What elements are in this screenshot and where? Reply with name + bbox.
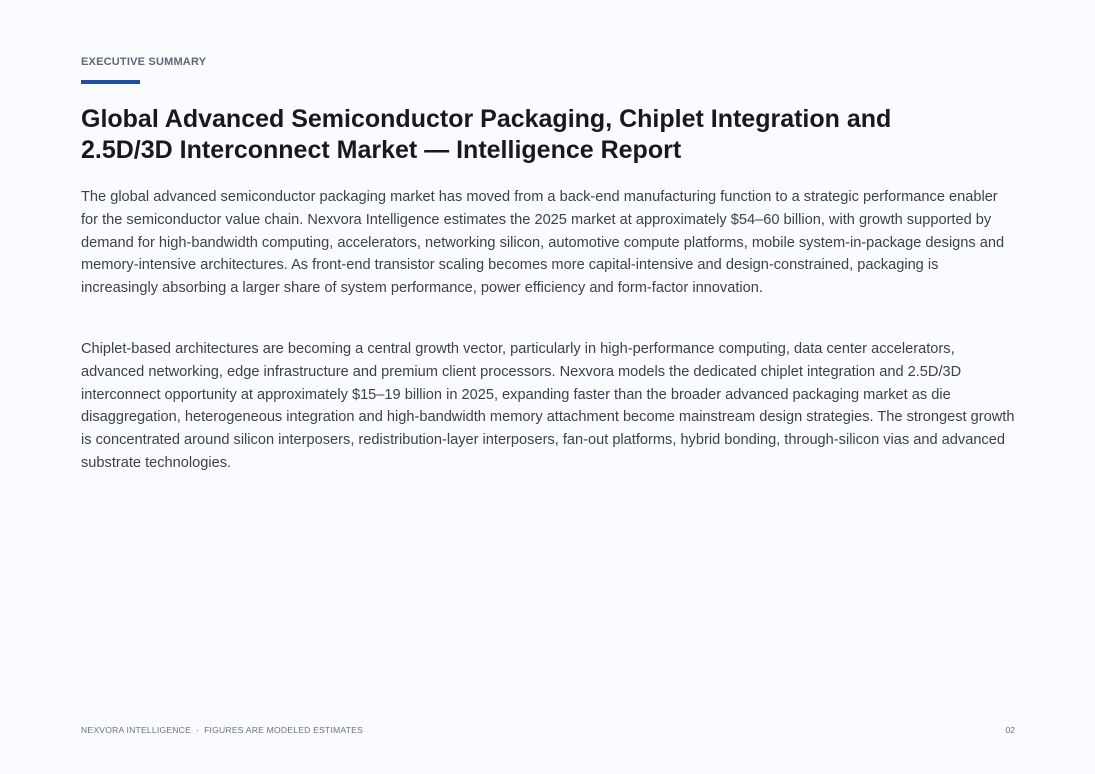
title-line-2: 2.5D/3D Interconnect Market — Intelligence Report: [81, 136, 682, 164]
footer-separator: ·: [196, 725, 200, 735]
footer-brand: NEXVORA INTELLIGENCE: [81, 725, 192, 735]
summary-paragraph-1: The global advanced semiconductor packaging market has moved from a back-end manufacturing function to a strategic performance enabler for the semiconductor value chain. Nexvora Intelligence estimates the 2025 market at approximately $54–60 billion, with growth supported by demand for high-bandwidth computing, accelerators, networking silicon, automotive compute platforms, mobile system-in-package designs and memory-intensive architectures. As front-end transistor scaling becomes more capital-intensive and design-constrained, packaging is increasingly absorbing a larger share of system performance, power efficiency and form-factor innovation.: [81, 189, 1005, 297]
footer-disclaimer: FIGURES ARE MODELED ESTIMATES: [204, 725, 364, 735]
footer-note: [81, 725, 363, 736]
report-page: [81, 0, 1015, 774]
accent-bar: [81, 80, 140, 84]
summary-paragraph-2: Chiplet-based architectures are becoming a central growth vector, particularly in high-performance computing, data center accelerators, advanced networking, edge infrastructure and premium client processors. Nexvora models the dedicated chiplet integration and 2.5D/3D interconnect opportunity at approximately $15–19 billion in 2025, expanding faster than the broader advanced packaging market as die disaggregation, heterogeneous integration and high-bandwidth memory attachment become mainstream design strategies. The strongest growth is concentrated around silicon interposers, redistribution-layer interposers, fan-out platforms, hybrid bonding, through-silicon vias and advanced substrate technologies.: [81, 341, 1015, 471]
page-title: [81, 104, 1015, 166]
title-line-1: Global Advanced Semiconductor Packaging, Chiplet Integration and: [81, 105, 892, 133]
page-number: 02: [1005, 725, 1015, 735]
section-label: EXECUTIVE SUMMARY: [81, 56, 207, 68]
